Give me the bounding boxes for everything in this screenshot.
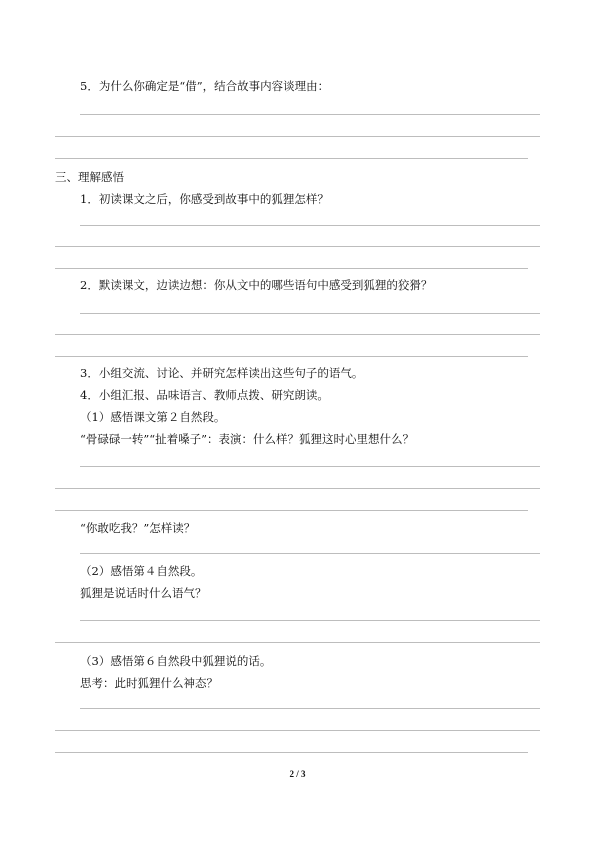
sub-question-1b: “你敢吃我？”怎样读？ [80,521,196,535]
answer-line [55,356,528,357]
sub-question-3: 思考：此时狐狸什么神态？ [80,676,218,690]
question-2: 2．默读课文，边读边想：你从文中的哪些语句中感受到狐狸的狡猾？ [80,278,433,292]
answer-line [80,114,540,115]
sub-question-3-title: （3）感悟第６自然段中狐狸说的话。 [80,654,272,668]
answer-line [80,620,540,621]
answer-line [80,225,540,226]
sub-question-2-title: （2）感悟第４自然段。 [80,564,203,578]
question-3: 3．小组交流、讨论、并研究怎样读出这些句子的语气。 [80,366,364,380]
sub-question-1: “骨碌碌一转”“扯着嗓子”：表演：什么样？狐狸这时心里想什么？ [80,432,415,446]
question-5: 5．为什么你确定是“借”，结合故事内容谈理由： [80,79,330,93]
sub-question-1-title: （1）感悟课文第２自然段。 [80,410,226,424]
answer-line [55,730,540,731]
answer-line [80,313,540,314]
answer-line [55,246,540,247]
answer-line [55,488,540,489]
answer-line [55,752,528,753]
answer-line [55,334,540,335]
answer-line [55,510,528,511]
answer-line [55,268,528,269]
sub-question-2: 狐狸是说话时什么语气？ [80,586,207,600]
answer-line [55,158,528,159]
question-4: 4．小组汇报、品味语言、教师点拨、研究朗读。 [80,388,329,402]
answer-line [80,708,540,709]
section-title: 三、理解感悟 [55,170,124,184]
question-1: 1．初读课文之后，你感受到故事中的狐狸怎样？ [80,192,329,206]
page-number: 2 / 3 [289,769,306,779]
answer-line [80,466,540,467]
answer-line [55,136,540,137]
answer-line [55,642,540,643]
answer-line [80,553,540,554]
